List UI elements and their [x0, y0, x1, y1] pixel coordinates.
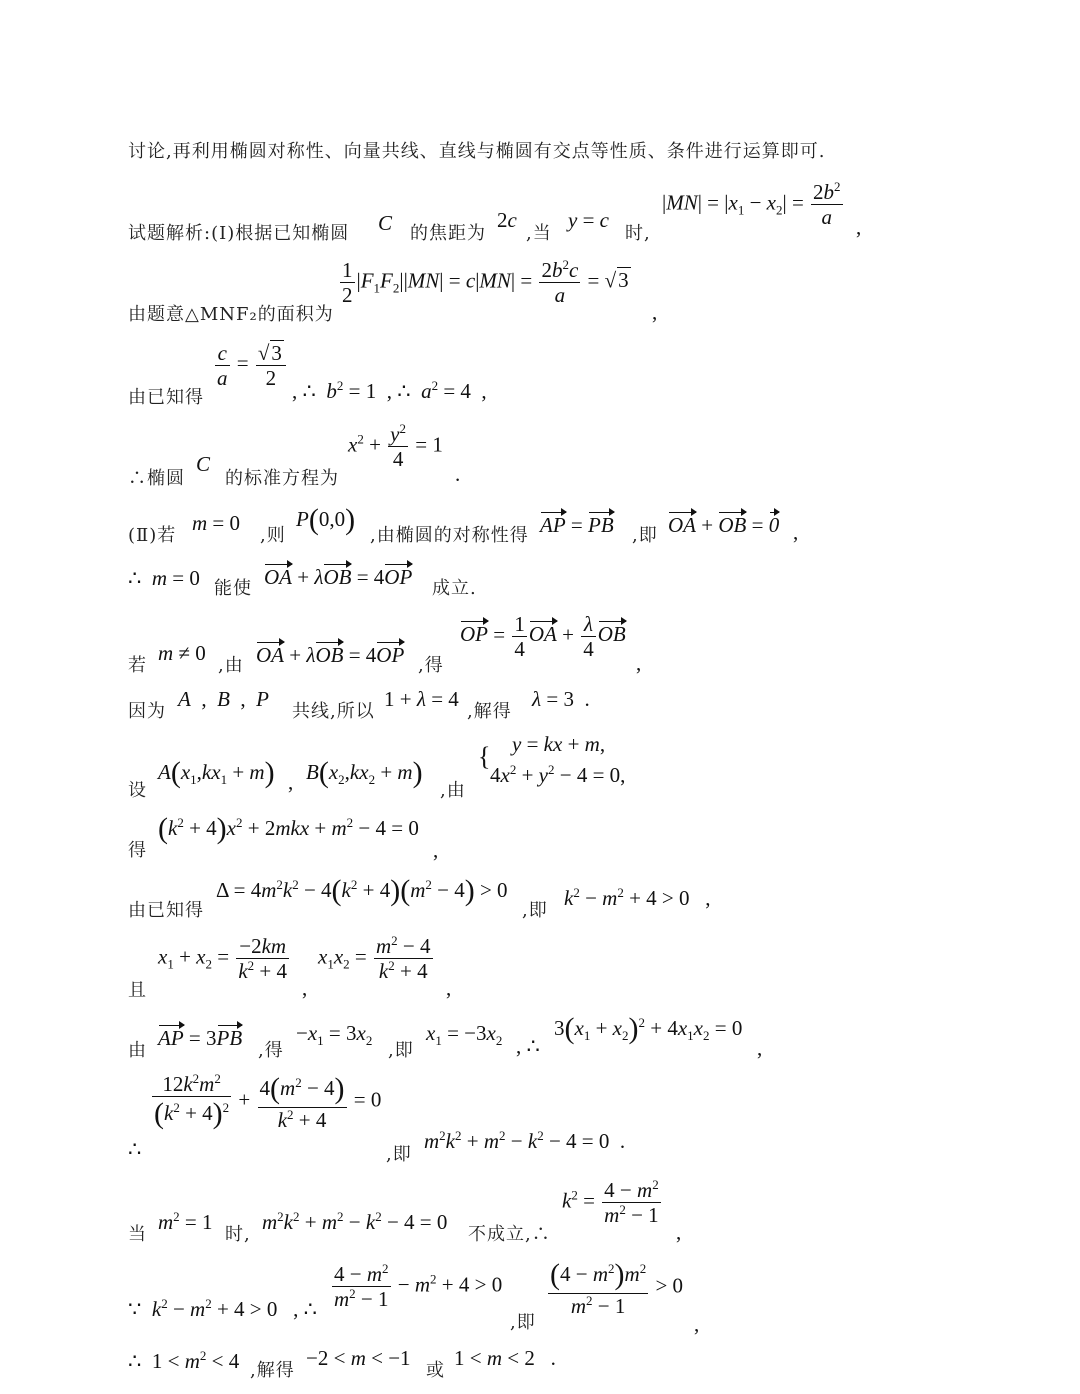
math-vector-eq: OA + λOB = 4OP	[264, 562, 412, 590]
text-focal: 的焦距为	[410, 223, 486, 244]
math-mk-eq2: $m^2k^2 + m^2 - k^2 - 4 = 0$	[262, 1209, 448, 1234]
text-known: 由已知得	[128, 387, 204, 408]
math-y-eq-c: y = c	[568, 208, 609, 232]
math-AP-3PB: AP = 3PB	[158, 1023, 242, 1051]
math-lambda-3: λ = 3 .	[532, 687, 590, 711]
math-sum-sq: $3(x_1 + x_2)^2 + 4x_1x_2 = 0$	[554, 1012, 743, 1045]
math-AP-eq-PB: AP = PB	[540, 510, 614, 538]
text-because: 因为	[128, 701, 166, 722]
math-area-eq: $\frac{1}{2}$ $|F_1F_2||MN| = c|MN|$ = $\frac{2b^2c}{a}$ = √3	[342, 257, 629, 308]
text-then: ,则	[260, 525, 286, 546]
therefore: ∴	[128, 1137, 142, 1161]
math-because-ineq: ∵ $k^2 - m^2 + 4 > 0$ , ∴	[128, 1296, 318, 1321]
text-part2: (Ⅱ)若	[128, 525, 177, 546]
text-not-hold: 不成立,∴	[468, 1224, 551, 1245]
math-OP-expr: OP = $\frac{1}{4}$ OA + $\frac{\lambda}{4}$ OB	[460, 612, 626, 662]
math-1-plus-lambda: 1 + λ = 4	[384, 687, 459, 711]
math-neg-x1: $-x_1 = 3x_2$	[296, 1021, 373, 1049]
text-obtain: 得	[128, 840, 147, 861]
comma: ,	[302, 976, 308, 1000]
text-solve2: ,解得	[250, 1360, 295, 1381]
comma: ,	[652, 300, 658, 324]
math-big-fraction-eq: $\frac{12k^2m^2}{(k^2 + 4)^2}$ + $\frac{4(m^2 - 4)}{k^2 + 4}$ = 0	[154, 1071, 382, 1132]
text-ie5: ,即	[510, 1312, 536, 1333]
text-ie4: ,即	[386, 1144, 412, 1165]
math-m-range1: −2 < m < −1	[306, 1346, 411, 1370]
text-from2: ,由	[440, 780, 466, 801]
text-symmetry: ,由椭圆的对称性得	[370, 525, 529, 546]
text-or: 或	[426, 1360, 445, 1381]
math-vieta-product: $x_1x_2$ = $\frac{m^2 - 4}{k^2 + 4}$	[318, 933, 431, 984]
text-by: 由	[128, 1040, 147, 1061]
math-point-A: $A(x_1,kx_1 + m)$	[158, 756, 275, 789]
math-vieta-sum: $x_1 + x_2$ = $\frac{-2km}{k^2 + 4}$	[158, 934, 288, 984]
math-quadratic: $(k^2 + 4)x^2 + 2mkx + m^2 - 4 = 0$	[158, 812, 419, 845]
text-get2: ,得	[258, 1040, 284, 1061]
math-C2: C	[196, 452, 211, 476]
math-ellipse-equation: $x^2$ + $\frac{y^2}{4}$ = 1	[348, 421, 443, 472]
math-ineq: $k^2 - m^2 + 4 > 0$ ,	[564, 885, 711, 910]
math-vector-eq2: OA + λOB = 4OP	[256, 640, 404, 668]
text-area: 由题意△MNF₂的面积为	[128, 304, 334, 325]
text-get: ,得	[418, 655, 444, 676]
text-ie3: ,即	[388, 1040, 414, 1061]
math-m-eq-0: m = 0	[192, 511, 241, 535]
therefore: , ∴	[516, 1034, 540, 1058]
text-can: 能使	[214, 578, 252, 599]
comma: ,	[757, 1036, 763, 1060]
text-ellipse: ∴椭圆	[128, 468, 185, 489]
math-P00: P(0,0)	[296, 503, 356, 536]
text-collinear: 共线,所以	[292, 701, 375, 722]
math-k2-expr: $k^2$ = $\frac{4 - m^2}{m^2 - 1}$	[562, 1177, 659, 1228]
text-time: 时,	[625, 223, 651, 244]
comma: ,	[636, 651, 642, 675]
math-MN-length: $|MN| = |x_1 - x_2|$ = $\frac{2b^2}{a}$	[662, 179, 841, 230]
text-known2: 由已知得	[128, 900, 204, 921]
math-eccentricity: $\frac{c}{a}$ = $\frac{√3}{2}$	[213, 340, 288, 390]
math-m2-eq-1: $m^2 = 1$	[158, 1209, 213, 1234]
text-solve: ,解得	[467, 701, 512, 722]
text-ie2: ,即	[522, 900, 548, 921]
math-point-B: $B(x_2,kx_2 + m)$	[306, 756, 423, 789]
solution-label: 试题解析:(Ⅰ)根据已知椭圆	[128, 223, 350, 244]
text-let: 设	[128, 780, 147, 801]
intro-line: 讨论,再利用椭圆对称性、向量共线、直线与椭圆有交点等性质、条件进行运算即可.	[128, 141, 826, 162]
math-system-line2: $4x^2 + y^2 - 4 = 0$,	[490, 762, 626, 787]
math-mk-eq: $m^2k^2 + m^2 - k^2 - 4 = 0$ .	[424, 1128, 626, 1153]
period: .	[455, 462, 461, 486]
text-standard-eq: 的标准方程为	[225, 468, 339, 489]
math-OA-plus-OB: OA + OB = 0	[668, 510, 779, 538]
math-brace: {	[478, 742, 491, 771]
comma: ,	[793, 520, 799, 544]
comma: ,	[288, 770, 294, 794]
math-m-range2: 1 < m < 2 .	[454, 1346, 556, 1370]
comma: ,	[856, 215, 862, 239]
text-and: 且	[128, 980, 147, 1001]
math-system-line1: y = kx + m,	[512, 732, 606, 756]
math-discriminant: $\Delta = 4m^2k^2 - 4(k^2 + 4)(m^2 - 4) > 0$	[216, 874, 508, 907]
text-ie: ,即	[632, 525, 658, 546]
math-ABP: A , B , P	[178, 687, 269, 711]
text-if: 若	[128, 655, 147, 676]
comma: ,	[433, 838, 439, 862]
text-holds: 成立.	[432, 578, 477, 599]
math-C: C	[378, 211, 393, 235]
math-b2: , ∴ $b^2 = 1$ , ∴ $a^2 = 4$ ,	[292, 378, 487, 403]
math-x1-eq: $x_1 = -3x_2$	[426, 1021, 503, 1049]
math-m2-range: ∴ $1 < m^2 < 4$	[128, 1348, 240, 1373]
comma: ,	[676, 1220, 682, 1244]
comma: ,	[694, 1312, 700, 1336]
text-time2: 时,	[225, 1224, 251, 1245]
math-therefore-m0: ∴ m = 0	[128, 566, 200, 590]
text-when: ,当	[526, 223, 552, 244]
math-2c: 2c	[497, 208, 517, 232]
math-fraction-ineq2: $\frac{(4 - m^2)m^2}{m^2 - 1}$ > 0	[550, 1258, 684, 1318]
comma: ,	[446, 976, 452, 1000]
math-m-neq-0: m ≠ 0	[158, 641, 206, 665]
text-when2: 当	[128, 1224, 147, 1245]
text-from: ,由	[218, 655, 244, 676]
math-fraction-ineq: $\frac{4 - m^2}{m^2 - 1}$ − $m^2 + 4 > 0$	[334, 1261, 503, 1312]
